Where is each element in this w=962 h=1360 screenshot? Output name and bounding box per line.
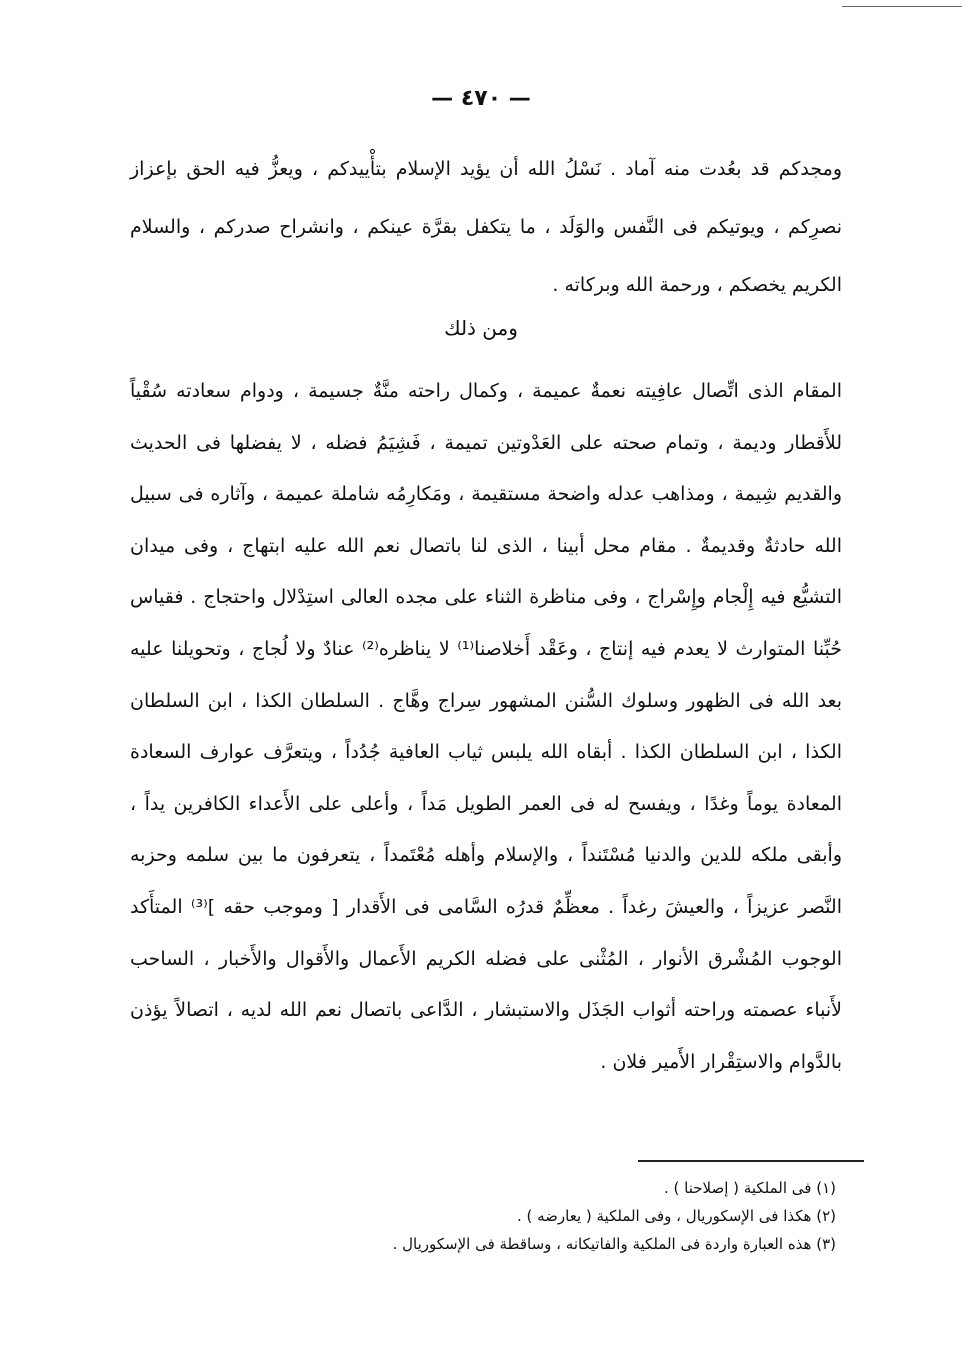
top-rule <box>842 6 962 7</box>
main-paragraph: المقام الذى اتِّصال عافِيته نعمةٌ عميمة ، وكمال راحته منَّةٌ جسيمة ، ودوام سعادته سُقْياً للأَقطار وديمة ، وتمام صحته على العَدْوتين تميمة ، فَشِيَمُ فضله ، لا يفضلها فى الحديث والقديم شِيمة ، ومذاهب عدله واضحة مستقيمة ، ومَكارِمُه شاملة عميمة ، وآثاره فى سبيل الله حادثةٌ وقديمةٌ . مقام محل أبينا ، الذى لنا باتصال نعم الله عليه ابتهاج ، وفى ميدان التشيُّع فيه إِلْجام وإِسْراج ، وفى مناظرة الثناء على مجده العالى استِدْلال واحتجاج . فقياس حُبِّنا المتوارث لا يعدم فيه إنتاج ، وعَقْد أَخلاصنا⁽¹⁾ لا يناظره⁽²⁾ عنادٌ ولا لُجاج ، وتحويلنا عليه بعد الله فى الظهور وسلوك السُّنن المشهور سِراج وهَّاج . السلطان الكذا ، ابن السلطان الكذا ، ابن السلطان الكذا . أبقاه الله يلبس ثياب العافية جُدُداً ، ويتعرَّف عوارف السعادة المعادة يوماً وغدًا ، ويفسح له فى العمر الطويل مَداً ، وأعلى على الأَعداء الكافرين يداً ، وأبقى ملكه للدين والدنيا مُسْتَنداً ، والإسلام وأهله مُعْتَمداً ، يتعرفون ما بين سلمه وحزبه النَّصر عزيزاً ، والعيشَ رغداً . معظِّمٌ قدرُه السَّامى فى الأَقدار [ وموجب حقه ]⁽³⁾ المتأَكد الوجوب المُشْرق الأنوار ، المُثْنى على فضله الكريم الأَعمال والأَقوال والأَخبار ، الساحب لأَنباء عصمته وراحته أثواب الجَذَل والاستبشار ، الدَّاعى باتصال نعم الله لديه ، اتصالاً يؤذن بالدَّوام والاستِقْرار الأَمير فلان . <box>130 380 842 1073</box>
page-number: — ٤٧٠ — <box>431 86 531 111</box>
footnote-separator <box>638 1160 864 1162</box>
footnote-2: (٢) هكذا فى الإسكوريال ، وفى الملكية ( يعارضه ) . <box>516 1207 836 1225</box>
footnote-3: (٣) هذه العبارة واردة فى الملكية والفاتيكانه ، وساقطة فى الإسكوريال . <box>392 1235 836 1253</box>
footnote-1: (١) فى الملكية ( إصلاحنا ) . <box>664 1179 836 1197</box>
section-heading: ومن ذلك <box>444 316 518 340</box>
closing-paragraph: ومجدكم قد بعُدت منه آماد . نَسْلُ الله أن يؤيد الإسلام بتأْييدكم ، ويعزُّ فيه الحق بإعزاز نصرِكم ، ويوتيكم فى النَّفس والوَلَد ، ما يتكفل بقرَّة عينكم ، وانشراح صدركم ، والسلام الكريم يخصكم ، ورحمة الله وبركاته . <box>130 158 842 296</box>
footnotes <box>200 1174 836 1258</box>
